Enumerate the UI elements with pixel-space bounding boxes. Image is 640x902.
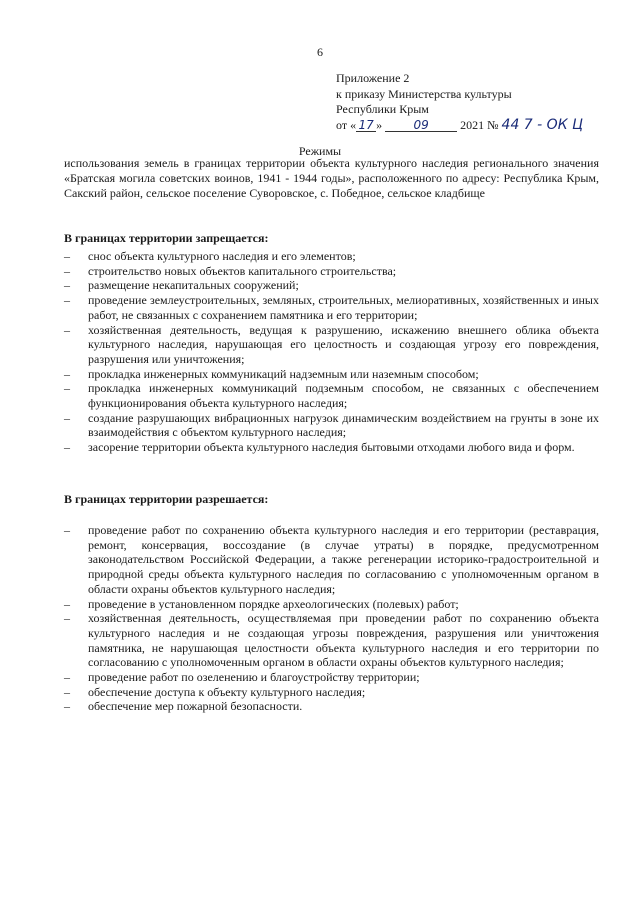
appendix-title: Приложение 2 xyxy=(336,71,410,85)
list-item-text: создание разрушающих вибрационных нагрузок динамическим воздействием на грунты в зоне их взаимодействия с объектом культурного наследия; xyxy=(88,410,599,440)
list-item xyxy=(64,411,599,440)
intro-paragraph: использования земель в границах территории объекта культурного наследия регионального значения «Братская могила советских воинов, 1941 - 1944 годы», расположенного по адресу: Республика Крым, Сакский район, сельское поселение Суворовское, с. Победное, сельское кладбище xyxy=(64,156,599,200)
list-item xyxy=(64,293,599,322)
list-item xyxy=(64,699,599,714)
date-prefix: от « xyxy=(336,117,357,132)
page-number: 6 xyxy=(317,45,323,59)
list-item xyxy=(64,367,599,382)
list-item-text: проведение работ по сохранению объекта культурного наследия и его территории (реставрация, ремонт, консервация, воссоздание (в случае утраты) в порядке, предусмотренном законодательством Российской Федерации, а также регенерации историко-градостроительной и природной среды объекта культурного наследия по согласованию с уполномоченным органом в области охраны объектов культурного наследия; xyxy=(88,523,599,596)
list-item xyxy=(64,264,599,279)
list-dash: – xyxy=(64,684,70,699)
date-month-field xyxy=(385,119,457,132)
list-dash: – xyxy=(64,322,70,337)
list-item-text: строительство новых объектов капитального строительства; xyxy=(88,263,397,278)
allowed-heading: В границах территории разрешается: xyxy=(64,492,269,506)
list-dash: – xyxy=(64,523,70,537)
list-item xyxy=(64,323,599,367)
list-item-text: прокладка инженерных коммуникаций подземным способом, не связанных с обеспечением функционирования объекта культурного наследия; xyxy=(88,381,599,411)
list-item xyxy=(64,597,599,612)
date-day-field xyxy=(356,119,376,132)
list-item xyxy=(64,278,599,293)
list-item-text: хозяйственная деятельность, ведущая к разрушению, искажению внешнего облика объекта культурного наследия, нарушающая его целостность и создающая угрозу его повреждения, разрушения или уничтожения; xyxy=(88,322,599,366)
list-item-text: хозяйственная деятельность, осуществляемая при проведении работ по сохранению объекта культурного наследия и не создающая угрозы повреждения, разрушения или уничтожения памятника, не нарушающая целостности объекта культурного наследия и его территории по согласованию с уполномоченным органом в области охраны объектов культурного наследия; xyxy=(88,611,599,670)
list-dash: – xyxy=(64,278,70,293)
date-quote-close: » xyxy=(376,117,383,132)
list-dash: – xyxy=(64,440,70,455)
date-day-handwritten: 17 xyxy=(358,117,374,132)
year-and-number-label: 2021 № xyxy=(460,117,499,132)
list-dash: – xyxy=(64,410,70,425)
list-item-text: обеспечение доступа к объекту культурного наследия; xyxy=(88,684,366,699)
list-item xyxy=(64,670,599,685)
list-dash: – xyxy=(64,670,70,685)
appendix-republic: Республики Крым xyxy=(336,102,429,116)
list-item-text: проведение в установленном порядке археологических (полевых) работ; xyxy=(88,596,459,611)
list-dash: – xyxy=(64,366,70,381)
list-dash: – xyxy=(64,263,70,278)
prohibited-list xyxy=(64,249,599,455)
appendix-order-ref: к приказу Министерства культуры xyxy=(336,86,512,101)
document-title: Режимы xyxy=(298,144,342,158)
date-month-handwritten: 09 xyxy=(413,117,429,132)
list-item-text: прокладка инженерных коммуникаций надземным или наземным способом; xyxy=(88,366,479,381)
list-dash: – xyxy=(64,611,70,626)
list-dash: – xyxy=(64,699,70,714)
appendix-date-number xyxy=(336,118,583,134)
list-dash: – xyxy=(64,293,70,308)
list-dash: – xyxy=(64,596,70,611)
list-item xyxy=(64,685,599,700)
list-item-text: засорение территории объекта культурного наследия бытовыми отходами любого вида и форм. xyxy=(88,440,575,455)
list-dash: – xyxy=(64,249,70,263)
list-item-text: обеспечение мер пожарной безопасности. xyxy=(88,699,303,714)
appendix-header xyxy=(336,71,583,133)
prohibited-heading: В границах территории запрещается: xyxy=(64,231,269,245)
list-item xyxy=(64,440,599,455)
list-item-text: проведение работ по озеленению и благоустройству территории; xyxy=(88,670,420,685)
list-item xyxy=(64,523,599,597)
list-item xyxy=(64,381,599,410)
list-item xyxy=(64,611,599,670)
allowed-list xyxy=(64,523,599,714)
list-item-text: проведение землеустроительных, земляных, строительных, мелиоративных, хозяйственных и иных работ, не связанных с сохранением памятника и его территории; xyxy=(88,293,599,322)
list-item xyxy=(64,249,599,264)
list-item-text: размещение некапитальных сооружений; xyxy=(88,278,299,293)
order-number-handwritten: 44 7 - ОК Ц xyxy=(501,116,583,133)
list-dash: – xyxy=(64,381,70,396)
list-item-text: снос объекта культурного наследия и его элементов; xyxy=(88,249,356,263)
